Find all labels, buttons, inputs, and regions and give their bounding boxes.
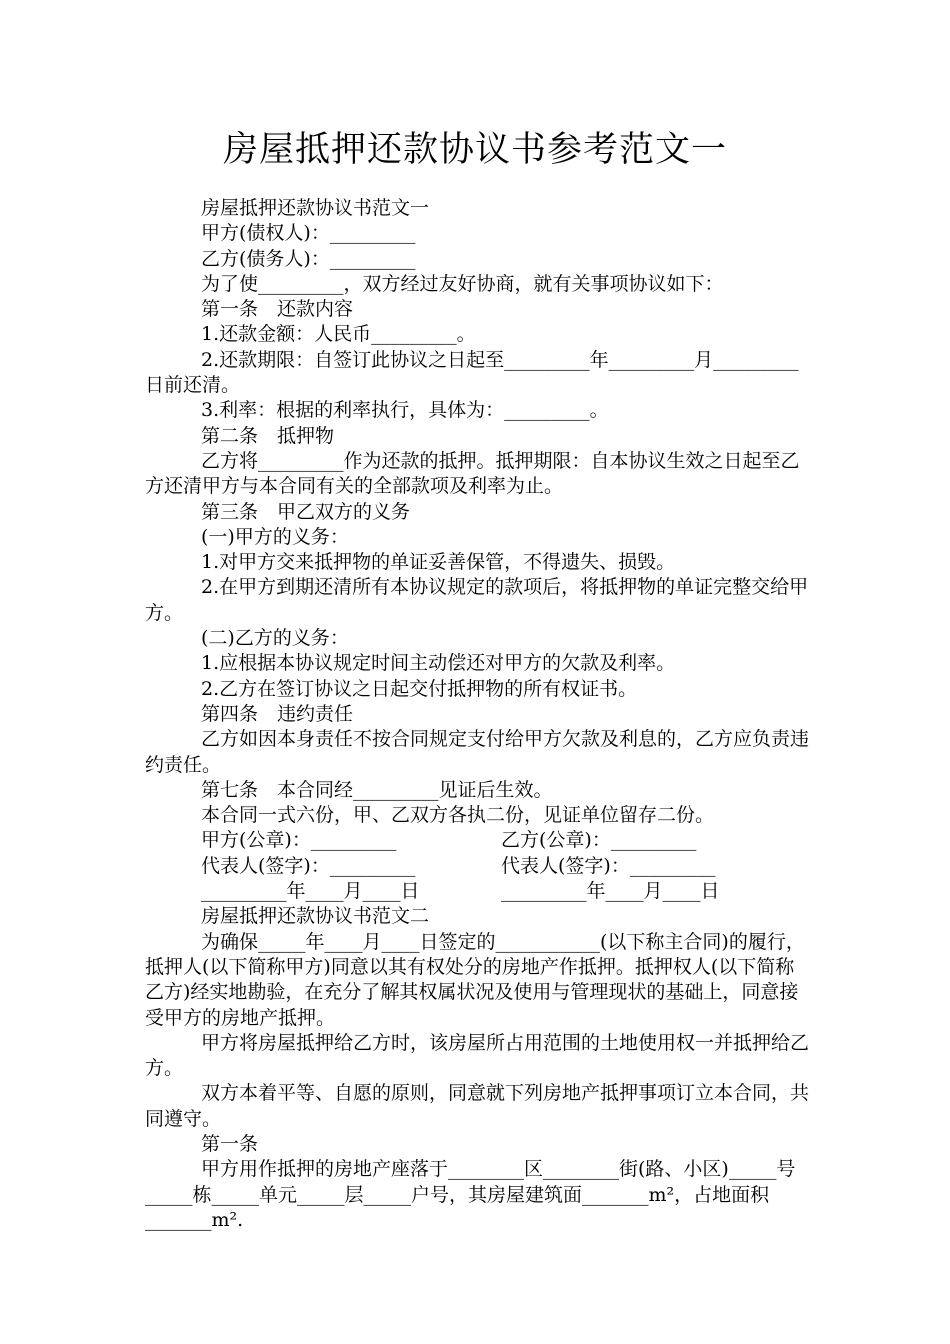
clause: 1.应根据本协议规定时间主动偿还对甲方的欠款及利率。 xyxy=(201,652,676,675)
preamble: 为了使_________，双方经过友好协商，就有关事项协议如下： xyxy=(201,272,724,295)
party-a-date: _________年____月____日 xyxy=(201,880,420,903)
party-a-representative: 代表人(签字)：_________ xyxy=(201,854,416,877)
clause: 3.利率：根据的利率执行，具体为：_________。 xyxy=(201,399,609,422)
article-heading: 第三条 甲乙双方的义务 xyxy=(201,500,411,523)
clause: 2.在甲方到期还清所有本协议规定的款项后，将抵押物的单证完整交给甲方。 xyxy=(145,576,809,624)
clause: 1.还款金额：人民币_________。 xyxy=(201,323,476,346)
party-a-line: 甲方(债权人)：_________ xyxy=(201,222,416,245)
signature-row xyxy=(145,828,809,853)
clause: 为确保_____年____月____日签定的___________(以下称主合同)的履行，抵押人(以下简称甲方)同意以其有权处分的房地产作抵押。抵押权人(以下简称乙方)经实地勘验，在充分了解其权属状况及使用与管理现状的基础上，同意接受甲方的房地产抵押。 xyxy=(145,930,805,1029)
section-heading: 房屋抵押还款协议书范文二 xyxy=(201,905,430,928)
signature-row xyxy=(145,879,809,904)
clause: 2.还款期限：自签订此协议之日起至_________年_________月_________日前还清。 xyxy=(145,348,799,397)
sub-heading: (一)甲方的义务： xyxy=(201,525,349,548)
article-heading: 第一条 xyxy=(201,1132,259,1155)
party-b-representative: 代表人(签字)：_________ xyxy=(501,854,716,877)
clause: 1.对甲方交来抵押物的单证妥善保管，不得遗失、损毁。 xyxy=(201,551,676,574)
article-heading: 第二条 抵押物 xyxy=(201,424,335,447)
clause: 2.乙方在签订协议之日起交付抵押物的所有权证书。 xyxy=(201,677,638,700)
clause: 本合同一式六份，甲、乙双方各执二份，见证单位留存二份。 xyxy=(201,804,715,827)
party-b-date: _________年____月____日 xyxy=(501,880,720,903)
clause: 双方本着平等、自愿的原则，同意就下列房地产抵押事项订立本合同，共同遵守。 xyxy=(145,1082,810,1130)
clause: 乙方如因本身责任不按合同规定支付给甲方欠款及利息的，乙方应负责违约责任。 xyxy=(145,728,810,776)
document-title: 房屋抵押还款协议书参考范文一 xyxy=(222,130,727,170)
clause: 第七条 本合同经_________见证后生效。 xyxy=(201,778,553,801)
party-b-line: 乙方(债务人)：_________ xyxy=(201,247,416,270)
section-heading: 房屋抵押还款协议书范文一 xyxy=(201,197,430,219)
article-heading: 第一条 还款内容 xyxy=(201,298,354,321)
party-a-seal: 甲方(公章)：_________ xyxy=(201,829,397,852)
document-body xyxy=(145,196,809,1233)
clause: 乙方将_________作为还款的抵押。抵押期限：自本协议生效之日起至乙方还清甲方与本合同有关的全部款项及利率为止。 xyxy=(145,449,800,498)
signature-row xyxy=(145,854,809,879)
article-heading: 第四条 违约责任 xyxy=(201,702,354,725)
clause: 甲方将房屋抵押给乙方时，该房屋所占用范围的土地使用权一并抵押给乙方。 xyxy=(145,1031,810,1080)
party-b-seal: 乙方(公章)：_________ xyxy=(501,829,697,852)
clause: 甲方用作抵押的房地产座落于________区________街(路、小区)_____号_____栋_____单元_____层_____户号，其房屋建筑面_______m²，占地面积_______m². xyxy=(145,1158,796,1231)
sub-heading: (二)乙方的义务： xyxy=(201,627,349,650)
